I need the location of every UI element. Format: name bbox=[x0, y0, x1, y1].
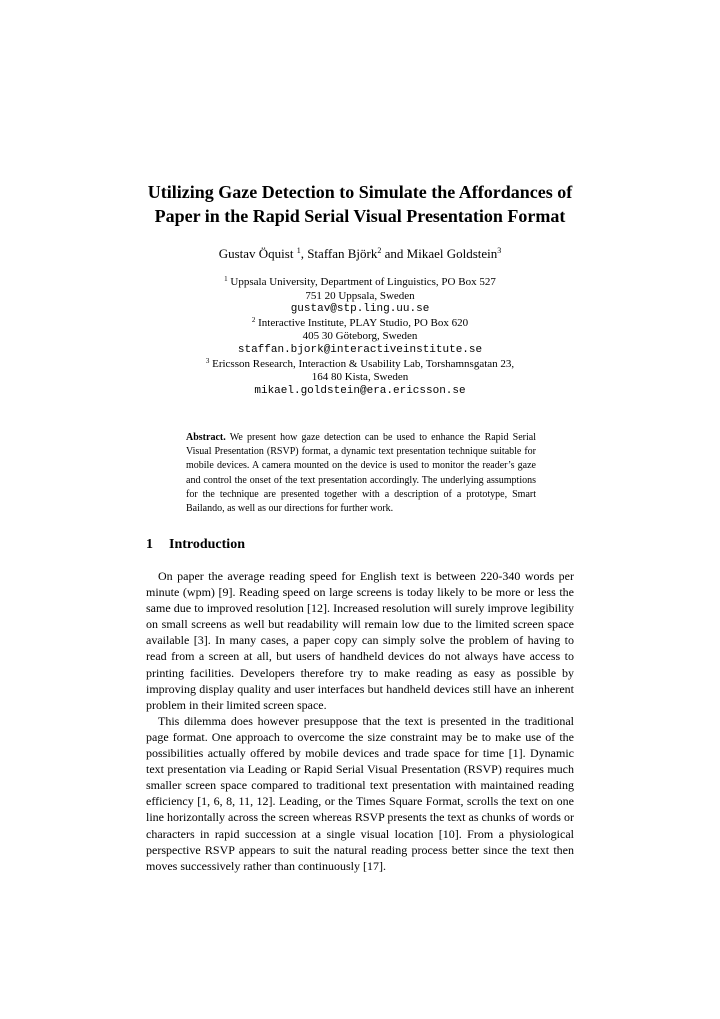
section-title: Introduction bbox=[169, 537, 245, 552]
affiliation-mark: 3 bbox=[205, 356, 210, 365]
author-bjork: , Staffan Björk bbox=[300, 246, 378, 261]
author-list bbox=[0, 246, 720, 262]
affiliation-2-line-1: $^2$ Interactive Institute, PLAY Studio, PO Box 620 bbox=[251, 315, 469, 329]
affiliation-2-line-2: 405 30 Göteborg, Sweden bbox=[302, 330, 418, 343]
affiliation-mark: 1 bbox=[224, 275, 228, 283]
affiliation-mark: 2 bbox=[251, 315, 256, 324]
body-paragraph-1: On paper the average reading speed for English text is between 220-340 words per minute (wpm) [9]. Reading speed on large screens is today likely to be more or less the same due to improved resolution [12]. Increased resolution will surely improve legibility on small screens as well but readability will remain low due to the limited screen space available [3]. In many cases, a paper copy can simply solve the problem of having to read from a screen at all, but users of handheld devices do not always have access to printing facilities. Developers therefore try to make reading as easy as possible by improving display quality and user interfaces but handheld devices still have an inherent problem in their limited screen space. bbox=[146, 569, 574, 712]
affiliation-2-email[interactable]: staffan.bjork@interactiveinstitute.se bbox=[237, 343, 483, 356]
affiliation-1-line-1: $^1$ Uppsala University, Department of Linguistics, PO Box 527 bbox=[224, 275, 496, 288]
author-mark-3: 3 bbox=[497, 246, 502, 255]
affiliation-3-line-1: $^3$ Ericsson Research, Interaction & Usability Lab, Torshamnsgatan 23, bbox=[205, 356, 515, 370]
abstract bbox=[186, 431, 536, 516]
abstract-text: We present how gaze detection can be used to enhance the Rapid Serial Visual Presentation (RSVP) format, a dynamic text presentation technique suitable for mobile devices. A camera mounted on the device is used to monitor the reader’s gaze and control the onset of the text presentation accordingly. The underlying assumptions for the technique are presented together with a description of a prototype, Smart Bailando, as well as our directions for further work. bbox=[186, 432, 536, 515]
paper-title bbox=[0, 180, 720, 228]
affiliation-3-line-2: 164 80 Kista, Sweden bbox=[311, 371, 409, 384]
section-number: 1 bbox=[146, 537, 153, 552]
section-body bbox=[146, 568, 574, 874]
section-heading bbox=[146, 536, 245, 554]
affiliations bbox=[0, 276, 720, 398]
abstract-label: Abstract. bbox=[186, 432, 226, 443]
author-mark-1: 1 bbox=[296, 246, 301, 255]
author-mark-2: 2 bbox=[377, 246, 382, 255]
title-line-2: Paper in the Rapid Serial Visual Presentation Format bbox=[154, 206, 566, 226]
author-oquist: Gustav Öquist bbox=[218, 246, 294, 261]
affiliation-3-email[interactable]: mikael.goldstein@era.ericsson.se bbox=[254, 384, 466, 397]
title-line-1: Utilizing Gaze Detection to Simulate the Affordances of bbox=[147, 182, 573, 202]
affiliation-1-email[interactable]: gustav@stp.ling.uu.se bbox=[290, 303, 430, 316]
body-paragraph-2: This dilemma does however presuppose that the text is presented in the traditional page format. One approach to overcome the size constraint may be to make use of the possibilities actually offered by mobile devices and trade space for time [1]. Dynamic text presentation via Leading or Rapid Serial Visual Presentation (RSVP) requires much smaller screen space compared to traditional text presentation with maintained reading efficiency [1, 6, 8, 11, 12]. Leading, or the Times Square Format, scrolls the text on one line horizontally across the screen whereas RSVP presents the text as chunks of words or characters in rapid succession at a single visual location [10]. From a physiological perspective RSVP appears to suit the natural reading process better since the text then moves successively rather than continuously [17]. bbox=[146, 713, 574, 873]
author-goldstein: and Mikael Goldstein bbox=[381, 246, 498, 261]
affiliation-1-line-2: 751 20 Uppsala, Sweden bbox=[305, 289, 415, 302]
